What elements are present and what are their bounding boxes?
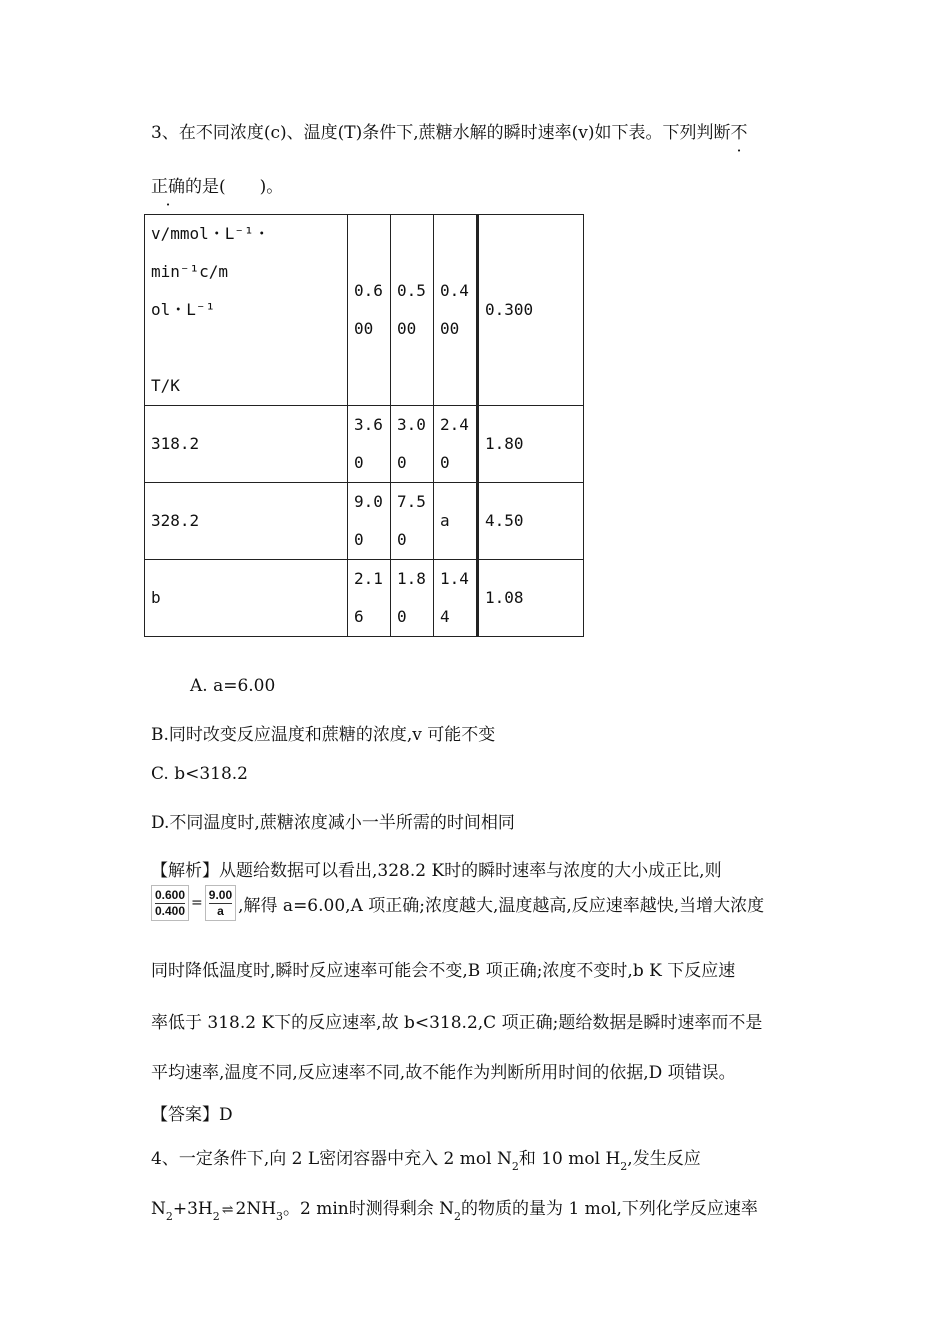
table-cell: 2.16 [348, 560, 391, 637]
table-header-row [145, 215, 584, 406]
analysis-line2: ,解得 a=6.00,A 项正确;浓度越大,温度越高,反应速率越快,当增大浓度 [238, 895, 765, 916]
fraction-num: 0.600 [155, 888, 186, 902]
q4-text: 4、一定条件下,向 2 L密闭容器中充入 2 mol N [151, 1149, 512, 1169]
table-row [145, 406, 584, 483]
fraction-num: 9.00 [208, 888, 233, 902]
q4-text: 。2 min时测得剩余 N [283, 1199, 455, 1219]
option-d: D.不同温度时,蔗糖浓度减小一半所需的时间相同 [151, 813, 515, 833]
question-4-line1 [151, 1144, 701, 1173]
q4-text: ,发生反应 [627, 1149, 701, 1169]
table-cell: 7.50 [391, 483, 434, 560]
table-cell-temp: 318.2 [145, 406, 348, 483]
fraction-left [151, 885, 189, 921]
table-cell: 1.44 [434, 560, 478, 637]
table-row [145, 560, 584, 637]
answer-line: 【答案】D [151, 1105, 233, 1125]
question-3-line2 [151, 172, 283, 197]
table-cell: 4.50 [478, 483, 584, 560]
option-a: A. a=6.00 [190, 676, 276, 696]
question-4-line2 [151, 1194, 758, 1223]
table-cell: 3.00 [391, 406, 434, 483]
subscript: 2 [454, 1210, 462, 1223]
table-col-header: 0.400 [434, 215, 478, 406]
q3-stem: 3、在不同浓度(c)、温度(T)条件下,蔗糖水解的瞬时速率(v)如下表。下列判断 [151, 123, 731, 143]
table-cell-temp: 328.2 [145, 483, 348, 560]
q4-text: N [151, 1199, 166, 1219]
table-header-cell [145, 215, 348, 406]
table-cell: 9.00 [348, 483, 391, 560]
header-line: T/K [151, 376, 180, 395]
fraction-den: a [217, 904, 224, 918]
table-col-header: 0.300 [478, 215, 584, 406]
q3-stem-end: 的是( )。 [185, 177, 284, 197]
q4-text: 2NH [235, 1199, 277, 1219]
option-c: C. b<318.2 [151, 764, 249, 784]
analysis-line1: 【解析】从题给数据可以看出,328.2 K时的瞬时速率与浓度的大小成正比,则 [151, 861, 722, 881]
analysis-line3: 同时降低温度时,瞬时反应速率可能会不变,B 项正确;浓度不变时,b K 下反应速 [151, 961, 736, 981]
analysis-fraction-line [151, 885, 764, 921]
option-b: B.同时改变反应温度和蔗糖的浓度,v 可能不变 [151, 725, 496, 745]
subscript: 2 [165, 1210, 173, 1223]
q4-text: 和 10 mol H [518, 1149, 621, 1169]
equals-sign: = [191, 895, 203, 911]
header-line: v/mmol・L⁻¹・min⁻¹c/m [151, 224, 270, 281]
q4-text: +3H [172, 1199, 213, 1219]
subscript: 2 [511, 1160, 519, 1173]
fraction-den: 0.400 [155, 904, 186, 918]
q3-emphasis-char: 不 [730, 123, 748, 143]
analysis-line4: 率低于 318.2 K下的反应速率,故 b<318.2,C 项正确;题给数据是瞬时速率而不是 [151, 1013, 763, 1033]
reversible-arrow-icon: ⇌ [221, 1202, 234, 1218]
table-row [145, 483, 584, 560]
table-col-header: 0.600 [348, 215, 391, 406]
table-cell: 1.80 [391, 560, 434, 637]
table-cell-temp: b [145, 560, 348, 637]
subscript: 2 [212, 1210, 220, 1223]
rate-table [144, 214, 584, 637]
q4-text: 的物质的量为 1 mol,下列化学反应速率 [461, 1199, 758, 1219]
q3-emphasis-word: 正确 [151, 177, 185, 197]
subscript: 2 [620, 1160, 628, 1173]
fraction-right [205, 885, 236, 921]
question-3-line1 [151, 118, 747, 143]
analysis-line5: 平均速率,温度不同,反应速率不同,故不能作为判断所用时间的依据,D 项错误。 [151, 1063, 736, 1083]
subscript: 3 [276, 1210, 284, 1223]
table-cell: a [434, 483, 478, 560]
header-line: ol・L⁻¹ [151, 300, 216, 319]
table-cell: 1.08 [478, 560, 584, 637]
table-cell: 3.60 [348, 406, 391, 483]
table-cell: 2.40 [434, 406, 478, 483]
table-col-header: 0.500 [391, 215, 434, 406]
table-cell: 1.80 [478, 406, 584, 483]
